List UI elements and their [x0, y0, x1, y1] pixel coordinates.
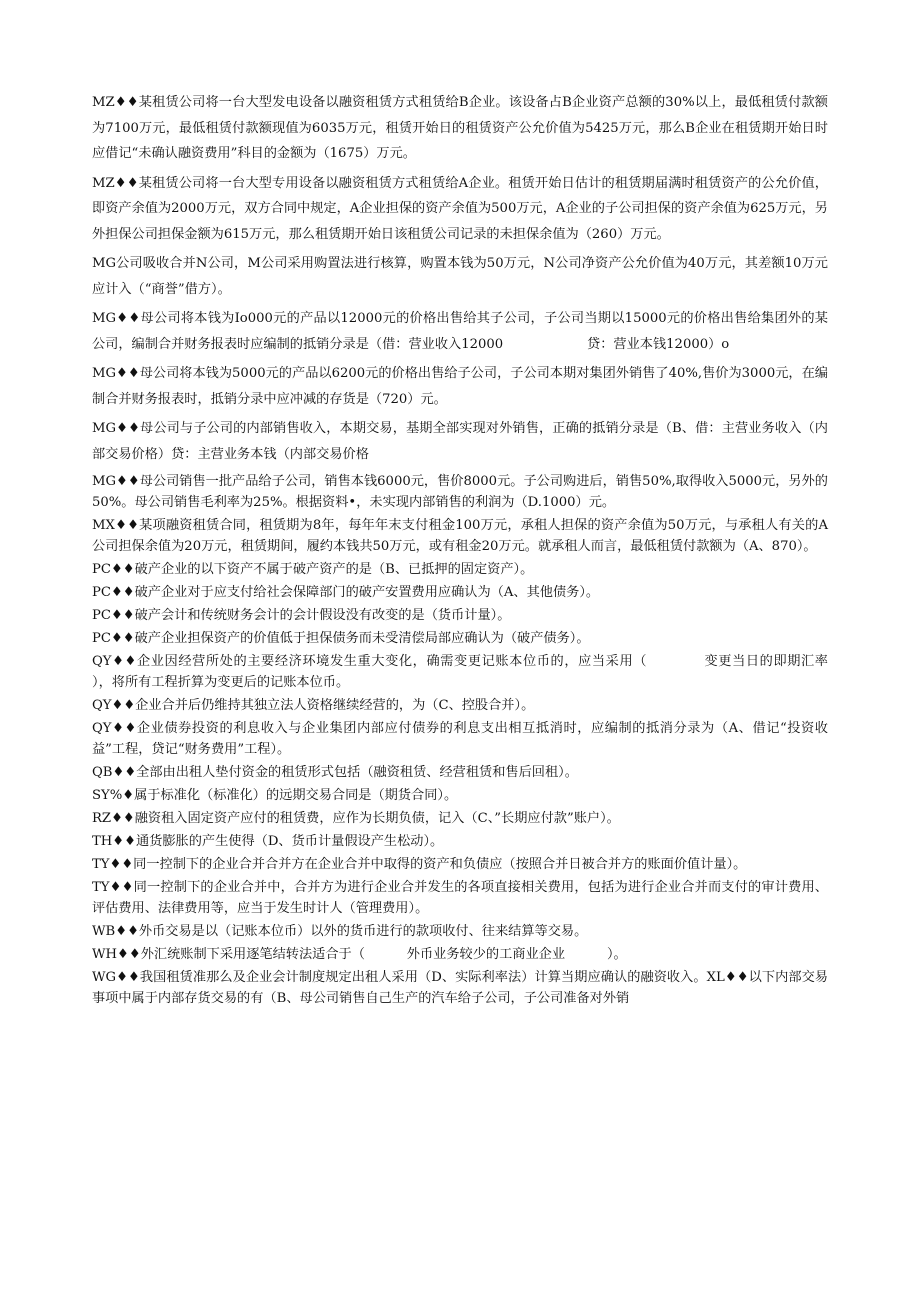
paragraph: PC♦♦破产企业担保资产的价值低于担保债务而未受清偿局部应确认为（破产债务）。 [92, 631, 590, 646]
paragraph: TY♦♦同一控制下的企业合并合并方在企业合并中取得的资产和负债应（按照合并日被合并方的账面价值计量）。 [92, 857, 747, 872]
paragraph: MG♦♦母公司与子公司的内部销售收入，本期交易，基期全部实现对外销售，正确的抵销分录是（B、借：主营业务收入（内部交易价格）贷：主营业务本钱（内部交易价格 [92, 421, 828, 462]
paragraph: WH♦♦外汇统账制下采用逐笔结转法适合于（ 外币业务较少的工商业企业 ）。 [92, 947, 627, 962]
paragraph: MZ♦♦某租赁公司将一台大型专用设备以融资租赁方式租赁给A企业。租赁开始日估计的租赁期届满时租赁资产的公允价值，即资产余值为2000万元，双方合同中规定，A企业担保的资产余值为500万元，A企业的子公司担保的资产余值为625万元，另外担保公司担保金额为615万元，那么租赁期开始日该租赁公司记录的未担保余值为（260）万元。 [92, 175, 828, 242]
paragraph: WG♦♦我国租赁准那么及企业会计制度规定出租人采用（D、实际利率法）计算当期应确认的融资收入。XL♦♦以下内部交易事项中属于内部存货交易的有（B、母公司销售自己生产的汽车给子公司，子公司准备对外销 [92, 970, 828, 1006]
paragraph: QY♦♦企业合并后仍维持其独立法人资格继续经营的，为（C、控股合并）。 [92, 698, 535, 713]
paragraph: QY♦♦企业债券投资的利息收入与企业集团内部应付债券的利息支出相互抵消时，应编制的抵消分录为（A、借记“投资收益”工程，贷记“财务费用”工程）。 [92, 721, 828, 757]
paragraph: MX♦♦某项融资租赁合同，租赁期为8年，每年年末支付租金100万元，承租人担保的资产余值为50万元，与承租人有关的A公司担保余值为20万元，租赁期间，履约本钱共50万元，或有租金20万元。就承租人而言，最低租赁付款额为（A、870）。 [92, 518, 828, 554]
paragraph: QB♦♦全部由出租人垫付资金的租赁形式包括（融资租赁、经营租赁和售后回租）。 [92, 765, 578, 780]
paragraph: MG♦♦母公司将本钱为5000元的产品以6200元的价格出售给子公司，子公司本期对集团外销售了40%,售价为3000元，在编制合并财务报表时，抵销分录中应冲减的存货是（720）元。 [92, 366, 828, 407]
paragraph: TH♦♦通货膨胀的产生使得（D、货币计量假设产生松动）。 [92, 834, 444, 849]
paragraph: MG公司吸收合并N公司，M公司采用购置法进行核算，购置本钱为50万元，N公司净资产公允价值为40万元，其差额10万元应计入（“商誉”借方）。 [92, 256, 828, 297]
paragraph: MG♦♦母公司将本钱为Io000元的产品以12000元的价格出售给其子公司，子公司当期以15000元的价格出售给集团外的某公司，编制合并财务报表时应编制的抵销分录是（借：营业收入12000 贷：营业本钱12000）o [92, 311, 828, 352]
paragraph: SY%♦属于标准化（标准化）的远期交易合同是（期货合同）。 [92, 788, 458, 803]
paragraph: TY♦♦同一控制下的企业合并中，合并方为进行企业合并发生的各项直接相关费用，包括为进行企业合并而支付的审计费用、评估费用、法律费用等，应当于发生时计人（管理费用）。 [92, 880, 828, 916]
paragraph: QY♦♦企业因经营所处的主要经济环境发生重大变化，确需变更记账本位币的，应当采用（ 变更当日的即期汇率 ），将所有工程折算为变更后的记账本位币。 [92, 654, 862, 690]
paragraph: MZ♦♦某租赁公司将一台大型发电设备以融资租赁方式租赁给B企业。该设备占B企业资产总额的30%以上，最低租赁付款额为7100万元，最低租赁付款额现值为6035万元，租赁开始日的租赁资产公允价值为5425万元，那么B企业在租赁期开始日时应借记“未确认融资费用”科目的金额为（1675）万元。 [92, 95, 828, 161]
paragraph: MG♦♦母公司销售一批产品给子公司，销售本钱6000元，售价8000元。子公司购进后，销售50%,取得收入5000元，另外的50%。母公司销售毛利率为25%。根据资料•，未实现内部销售的利润为（D.1000）元。 [92, 474, 828, 510]
paragraph: RZ♦♦融资租入固定资产应付的租赁费，应作为长期负债，记入（C、”长期应付款”账户）。 [92, 811, 620, 826]
paragraph: PC♦♦破产会计和传统财务会计的会计假设没有改变的是（货币计量）。 [92, 608, 511, 623]
paragraph: WB♦♦外币交易是以（记账本位币）以外的货币进行的款项收付、往来结算等交易。 [92, 924, 588, 939]
paragraph: PC♦♦破产企业的以下资产不属于破产资产的是（B、已抵押的固定资产）。 [92, 562, 534, 577]
paragraph: PC♦♦破产企业对于应支付给社会保障部门的破产安置费用应确认为（A、其他债务）。 [92, 585, 600, 600]
